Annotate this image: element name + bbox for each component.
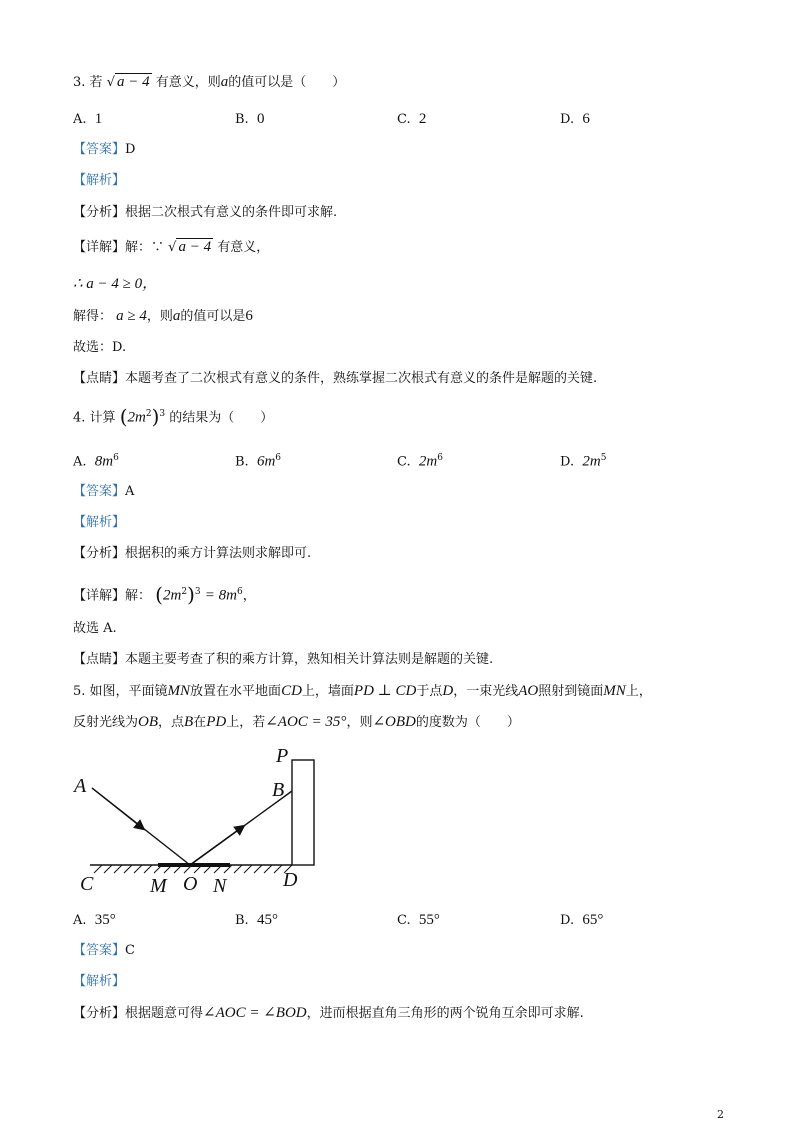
label-c: C — [80, 873, 94, 895]
label-p: P — [276, 745, 289, 767]
q3-xiangjie: 【详解】解：∵ √ a − 4 有意义， — [73, 237, 269, 258]
q5-analysis-heading: 【解析】 — [73, 974, 126, 989]
q4-answer: 【答案】A — [73, 484, 135, 499]
q3-answer: 【答案】D — [73, 142, 136, 157]
q4-dianjing: 【点睛】本题主要考查了积的乘方计算，熟知相关计算法则是解题的关键. — [73, 652, 494, 667]
label-b: B — [272, 779, 285, 801]
q3-fenxi: 【分析】根据二次根式有意义的条件即可求解. — [73, 205, 338, 220]
q3-option-c: C. 2 — [397, 111, 427, 127]
q5-answer: 【答案】C — [73, 943, 135, 958]
q5-fenxi: 【分析】根据题意可得∠AOC = ∠BOD，进而根据直角三角形的两个锐角互余即可求解. — [73, 1005, 584, 1021]
q3-step1: ∴ a − 4 ≥ 0， — [73, 276, 158, 292]
q3-stem: 3. 若 √ a − 4 有意义，则a的值可以是（ ） — [73, 72, 345, 93]
q4-stem: 4. 计算 $(2m^2)^3$ 的结果为（ ） — [73, 404, 274, 429]
q4-option-b: B. $6m^6$ — [235, 453, 282, 470]
q4-option-d: D. $2m^5$ — [560, 453, 607, 470]
q5-stem-line1: 5. 如图，平面镜MN放置在水平地面CD上，墙面PD ⊥ CD于点D，一束光线AO照射到镜面MN上， — [73, 683, 652, 699]
q5-option-b: B. 45° — [235, 912, 278, 928]
q4-option-a: A. $8m^6$ — [73, 453, 119, 470]
label-m: M — [150, 875, 167, 897]
q4-analysis-heading: 【解析】 — [73, 515, 126, 530]
label-n: N — [213, 875, 227, 897]
label-d: D — [283, 869, 298, 891]
label-o: O — [183, 873, 198, 895]
q4-option-c: C. $2m^6$ — [397, 453, 443, 470]
q5-stem-line2: 反射光线为OB，点B在PD上，若∠AOC = 35°，则∠OBD的度数为（ ） — [73, 714, 520, 730]
page-number: 2 — [717, 1108, 724, 1121]
q3-option-a: A. 1 — [73, 111, 103, 127]
q5-option-c: C. 55° — [397, 912, 440, 928]
sqrt-expression: √ a − 4 — [168, 239, 212, 255]
q3-choose: 故选：D. — [73, 340, 127, 355]
q3-analysis-heading: 【解析】 — [73, 173, 126, 188]
q3-option-b: B. 0 — [235, 111, 265, 127]
q4-fenxi: 【分析】根据积的乘方计算法则求解即可. — [73, 546, 312, 561]
q3-step2: 解得： a ≥ 4，则a的值可以是6 — [73, 308, 253, 324]
label-a: A — [74, 775, 87, 797]
q3-option-d: D. 6 — [560, 111, 590, 127]
q5-option-a: A. 35° — [73, 912, 116, 928]
q3-dianjing: 【点睛】本题考查了二次根式有意义的条件，熟练掌握二次根式有意义的条件是解题的关键. — [73, 371, 598, 386]
wall-pd — [292, 760, 314, 865]
reflected-ray-arrow — [190, 828, 241, 865]
incident-ray-arrow — [92, 788, 141, 827]
mirror-reflection-figure — [70, 740, 340, 900]
q5-option-d: D. 65° — [560, 912, 604, 928]
sqrt-expression: √ a − 4 — [106, 74, 150, 90]
q4-xiangjie: 【详解】解： $(2m^2)^3 = 8m^6$， — [73, 582, 256, 607]
q4-choose: 故选 A. — [73, 621, 117, 636]
